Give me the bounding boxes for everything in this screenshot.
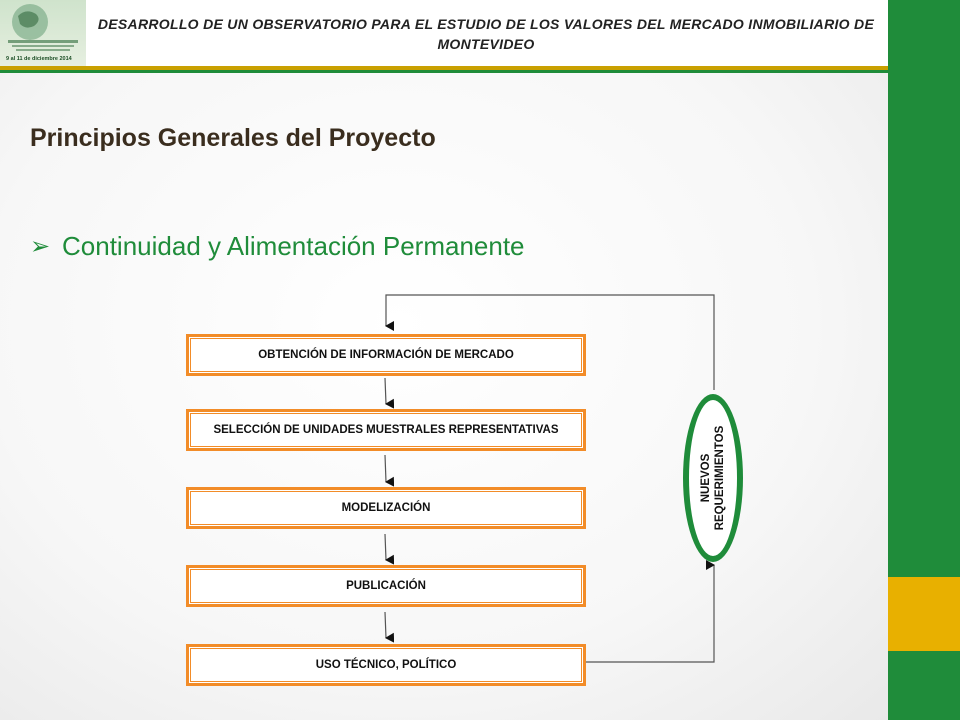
logo-date: 9 al 11 de diciembre 2014 [6, 56, 72, 62]
bullet-text: Continuidad y Alimentación Permanente [62, 230, 525, 261]
requirements-label [699, 426, 727, 531]
feedback-bottom-line [583, 565, 714, 662]
step-obtencion: OBTENCIÓN DE INFORMACIÓN DE MERCADO [186, 334, 586, 376]
step-publicacion: PUBLICACIÓN [186, 565, 586, 607]
side-bar-gold [888, 577, 960, 651]
side-bar-green-bottom [888, 651, 960, 720]
arrow-bullet-icon: ➢ [30, 232, 51, 260]
arrow-4-5 [385, 612, 386, 638]
arrow-2-3 [385, 455, 386, 482]
step-uso: USO TÉCNICO, POLÍTICO [186, 644, 586, 686]
side-bar-green [888, 0, 960, 577]
page-title: Principios Generales del Proyecto [30, 124, 436, 152]
header-title: DESARROLLO DE UN OBSERVATORIO PARA EL ESTUDIO DE LOS VALORES DEL MERCADO INMOBILIARIO DE MONTEVIDEO [97, 16, 875, 52]
step-seleccion: SELECCIÓN DE UNIDADES MUESTRALES REPRESENTATIVAS [186, 409, 586, 451]
requirements-line-1: NUEVOS [700, 453, 712, 503]
requirements-line-2: REQUERIMIENTOS [714, 425, 726, 531]
arrow-3-4 [385, 534, 386, 560]
step-modelizacion: MODELIZACIÓN [186, 487, 586, 529]
arrow-1-2 [385, 378, 386, 404]
